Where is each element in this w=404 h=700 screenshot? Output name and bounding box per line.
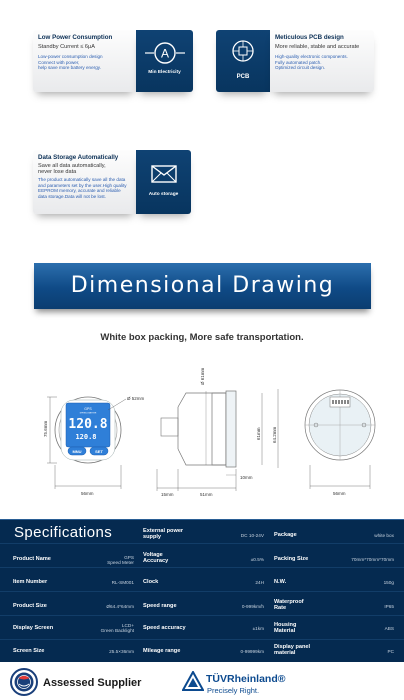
- feature-desc-line: data storage.Data will not be lost.: [38, 193, 106, 199]
- feature-desc-line: Optimized circuit design.: [275, 65, 326, 71]
- spec-label: Product Name: [13, 556, 51, 563]
- tuv-logo-triangle-icon: [182, 671, 204, 691]
- feature-description: [38, 177, 131, 199]
- tuv-tagline: Precisely Right.: [207, 686, 260, 695]
- feature-desc-line: The product automatically save all the data: [38, 177, 126, 183]
- feature-tile: [136, 30, 193, 92]
- tile-label: Min Electricity: [148, 70, 181, 75]
- spec-value: ABS: [384, 626, 394, 632]
- spec-value: 24H: [255, 580, 264, 586]
- spec-label: Display Screen: [13, 625, 54, 632]
- lcd-main-digits: 120.8: [68, 417, 108, 432]
- set-button-label: SET: [95, 448, 103, 454]
- side-l2-dim: 51mm: [200, 492, 213, 497]
- envelope-icon: [151, 165, 177, 183]
- feature-title: Meticulous PCB design: [275, 34, 344, 41]
- spec-value: LCD+ Green Backlight: [100, 622, 134, 633]
- spec-value: ±1km: [252, 626, 264, 632]
- back-view: [305, 390, 375, 496]
- spec-value: ±0.5%: [250, 557, 264, 563]
- feature-desc-line: and parameters set by the user.High quality: [38, 182, 127, 188]
- feature-desc-line: Fully automated patch.: [275, 59, 322, 65]
- spec-value: 25.5×36mm: [109, 649, 134, 655]
- feature-title: Low Power Consumption: [38, 34, 113, 41]
- brand-top: GPS: [84, 407, 92, 411]
- spec-label: Speed accuracy: [143, 625, 186, 632]
- spec-label: Package: [274, 532, 297, 539]
- feature-desc-line: help save more battery energy.: [38, 65, 101, 71]
- spec-value: IP65: [384, 604, 394, 610]
- feature-desc-line: EEPROM memory, accurate and reliable: [38, 188, 121, 194]
- brand-sub: SPEEDOMETER: [79, 412, 97, 415]
- tile-label: Auto storage: [148, 192, 179, 197]
- spec-label: External power supply: [143, 528, 184, 540]
- front-diameter-dim: Ø 52mm: [127, 396, 145, 401]
- spec-value: 0-999km/h: [241, 604, 264, 610]
- pcb-icon: [230, 38, 256, 64]
- feature-description: [275, 54, 369, 70]
- front-height-dim: 75.6mm: [43, 420, 48, 437]
- spec-label: N.W.: [274, 579, 287, 586]
- spec-value: 70mm*70mm*70mm: [351, 557, 394, 563]
- spec-label: Packing Size: [274, 556, 309, 563]
- spec-label: Housing Material: [274, 622, 297, 634]
- mnu-button-label: MNU: [72, 448, 82, 454]
- feature-tile: [136, 150, 191, 214]
- spec-label: Voltage Accuracy: [143, 552, 169, 564]
- feature-card-text: [33, 30, 136, 92]
- tile-label: PCB: [236, 74, 250, 80]
- spec-label: Mileage range: [143, 648, 181, 655]
- specifications-title: Specifications: [14, 524, 113, 541]
- spec-value: Ø64.4*64mm: [106, 604, 134, 610]
- feature-subtitle: Standby Current ≤ 6μA: [38, 44, 95, 50]
- side-flange-dim: 10mm: [240, 475, 253, 480]
- feature-desc-line: High-quality electronic components.: [275, 54, 348, 60]
- feature-subtitle: Save all data automatically, never lose data: [38, 163, 106, 176]
- feature-title: Data Storage Automatically: [38, 154, 119, 161]
- feature-card-pcb: [216, 30, 374, 92]
- tuv-rheinland-name: TÜVRheinland®: [206, 673, 286, 685]
- front-view: [43, 396, 145, 496]
- spec-value: PC: [387, 649, 394, 655]
- feature-desc-line: Low-power consumption design: [38, 54, 103, 60]
- spec-value: GPS Speed Meter: [107, 554, 134, 565]
- spec-label: Waterproof Rate: [274, 599, 304, 611]
- feature-card-text: [270, 30, 374, 92]
- spec-value: DC 10-24V: [240, 533, 264, 539]
- spec-label: Speed range: [143, 603, 177, 610]
- side-right-dim: 61mm: [256, 427, 261, 440]
- lcd-sub-digits: 120.8: [75, 433, 97, 441]
- spec-label: Display panel material: [274, 644, 311, 656]
- side-top-diameter-dim: Ø 61mm: [200, 367, 205, 385]
- spec-label: Clock: [143, 579, 159, 586]
- feature-card-low-power: [33, 30, 195, 92]
- side-l1-dim: 15mm: [161, 492, 174, 497]
- packing-caption: White box packing, More safe transportation.: [100, 332, 304, 343]
- feature-subtitle: More reliable, stable and accurate: [275, 44, 360, 50]
- side-outer-height-dim: 64.2mm: [272, 426, 277, 443]
- front-width-dim: 56mm: [81, 491, 94, 496]
- spec-value: 0-99999km: [240, 649, 264, 655]
- side-view: [157, 367, 278, 497]
- feature-desc-line: Connect with power,: [38, 59, 80, 65]
- feature-card-storage: [33, 150, 191, 214]
- feature-card-text: [33, 150, 136, 214]
- spec-label: Item Number: [13, 579, 48, 586]
- feature-tile: [216, 30, 270, 92]
- ammeter-icon: [145, 41, 185, 67]
- spec-value: white box: [374, 533, 394, 539]
- assessed-supplier-logo: [10, 668, 38, 696]
- spec-label: Screen Size: [13, 648, 45, 655]
- spec-value: 150g: [383, 580, 394, 586]
- svg-text:A: A: [160, 46, 169, 61]
- spec-value: RL-SM001: [111, 580, 134, 586]
- dimensional-drawing-banner: Dimensional Drawing: [34, 263, 371, 309]
- feature-description: [38, 54, 131, 70]
- dimensional-drawing: [0, 355, 404, 505]
- assessed-supplier-label: Assessed Supplier: [43, 677, 142, 689]
- back-width-dim: 56mm: [333, 491, 346, 496]
- spec-label: Product Size: [13, 603, 47, 610]
